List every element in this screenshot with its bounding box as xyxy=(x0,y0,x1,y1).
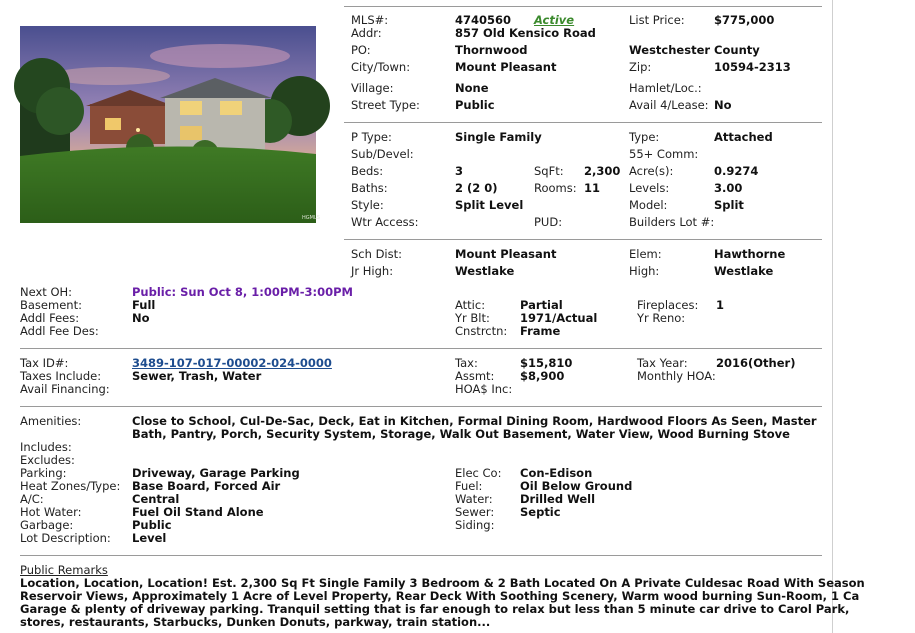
wtr-access-label: Wtr Access: xyxy=(351,215,419,229)
tax-label: Tax: xyxy=(455,356,478,370)
mls-label: MLS#: xyxy=(351,13,389,27)
property-photo[interactable] xyxy=(20,26,320,223)
ptype-value: Single Family xyxy=(455,130,542,144)
amenities-label: Amenities: xyxy=(20,414,82,428)
rooms-value: 11 xyxy=(584,181,601,195)
divider-top xyxy=(344,6,822,7)
addl-fee-des-label: Addl Fee Des: xyxy=(20,324,99,338)
elec-co-value: Con-Edison xyxy=(520,466,593,480)
divider-tax xyxy=(20,406,822,407)
zip-label: Zip: xyxy=(629,60,652,74)
attic-label: Attic: xyxy=(455,298,486,312)
levels-value: 3.00 xyxy=(714,181,743,195)
addl-fees-label: Addl Fees: xyxy=(20,311,80,325)
basement-value: Full xyxy=(132,298,156,312)
jr-high-value: Westlake xyxy=(455,264,515,278)
sqft-value: 2,300 xyxy=(584,164,621,178)
high-label: High: xyxy=(629,264,660,278)
cnstrctn-label: Cnstrctn: xyxy=(455,324,508,338)
beds-value: 3 xyxy=(455,164,464,178)
parking-value: Driveway, Garage Parking xyxy=(132,466,300,480)
sch-dist-value: Mount Pleasant xyxy=(455,247,557,261)
cnstrctn-value: Frame xyxy=(520,324,561,338)
tax-value: $15,810 xyxy=(520,356,573,370)
list-price-label: List Price: xyxy=(629,13,685,27)
levels-label: Levels: xyxy=(629,181,670,195)
assmt-value: $8,900 xyxy=(520,369,565,383)
remarks-line: Location, Location, Location! Est. 2,300 Sq Ft Single Family 3 Bedroom & 2 Bath Located On A Private Culdesac Road With Season xyxy=(20,576,865,590)
ac-value: Central xyxy=(132,492,180,506)
village-label: Village: xyxy=(351,81,394,95)
remarks-line: Reservoir Views, Approximately 1 Acre of Level Property, Rear Deck With Soothing Scenery, Warm wood burning Sun-Room, 1 Ca xyxy=(20,589,860,603)
monthly-hoa-label: Monthly HOA: xyxy=(637,369,716,383)
elec-co-label: Elec Co: xyxy=(455,466,502,480)
acres-value: 0.9274 xyxy=(714,164,759,178)
tax-id-label: Tax ID#: xyxy=(20,356,69,370)
baths-label: Baths: xyxy=(351,181,388,195)
siding-label: Siding: xyxy=(455,518,495,532)
yr-blt-value: 1971/Actual xyxy=(520,311,598,325)
street-type-value: Public xyxy=(455,98,495,112)
fireplaces-label: Fireplaces: xyxy=(637,298,699,312)
style-label: Style: xyxy=(351,198,384,212)
village-value: None xyxy=(455,81,489,95)
taxes-include-value: Sewer, Trash, Water xyxy=(132,369,262,383)
comm55-label: 55+ Comm: xyxy=(629,147,699,161)
county-value: Westchester County xyxy=(629,43,760,57)
high-value: Westlake xyxy=(714,264,774,278)
divider-features xyxy=(20,555,822,556)
elem-value: Hawthorne xyxy=(714,247,786,261)
tax-year-label: Tax Year: xyxy=(637,356,688,370)
hot-water-value: Fuel Oil Stand Alone xyxy=(132,505,264,519)
addr-label: Addr: xyxy=(351,26,382,40)
jr-high-label: Jr High: xyxy=(351,264,394,278)
rooms-label: Rooms: xyxy=(534,181,577,195)
lot-desc-label: Lot Description: xyxy=(20,531,111,545)
basement-label: Basement: xyxy=(20,298,82,312)
page-border-right xyxy=(832,0,833,633)
avail-financing-label: Avail Financing: xyxy=(20,382,110,396)
garbage-value: Public xyxy=(132,518,172,532)
city-value: Mount Pleasant xyxy=(455,60,557,74)
sch-dist-label: Sch Dist: xyxy=(351,247,402,261)
water-label: Water: xyxy=(455,492,493,506)
heat-label: Heat Zones/Type: xyxy=(20,479,121,493)
attic-value: Partial xyxy=(520,298,563,312)
tax-year-value: 2016(Other) xyxy=(716,356,796,370)
avail-lease-value: No xyxy=(714,98,732,112)
tax-id-link[interactable]: 3489-107-017-00002-024-0000 xyxy=(132,356,332,370)
street-type-label: Street Type: xyxy=(351,98,420,112)
hot-water-label: Hot Water: xyxy=(20,505,82,519)
heat-value: Base Board, Forced Air xyxy=(132,479,281,493)
elem-label: Elem: xyxy=(629,247,662,261)
next-oh-label: Next OH: xyxy=(20,285,73,299)
amenities-value: Close to School, Cul-De-Sac, Deck, Eat in Kitchen, Formal Dining Room, Hardwood Floors As Seen, Master Bath, Pantry, Porch, Security System, Storage, Walk Out Basement, Water View, Wood Burning Stove xyxy=(132,414,817,441)
type-label: Type: xyxy=(629,130,660,144)
fireplaces-value: 1 xyxy=(716,298,725,312)
model-label: Model: xyxy=(629,198,668,212)
baths-value: 2 (2 0) xyxy=(455,181,498,195)
model-value: Split xyxy=(714,198,744,212)
subdevel-label: Sub/Devel: xyxy=(351,147,414,161)
addl-fees-value: No xyxy=(132,311,150,325)
hoa-inc-label: HOA$ Inc: xyxy=(455,382,513,396)
city-label: City/Town: xyxy=(351,60,411,74)
builders-lot-label: Builders Lot #: xyxy=(629,215,715,229)
excludes-label: Excludes: xyxy=(20,453,75,467)
po-label: PO: xyxy=(351,43,371,57)
remarks-line: stores, restaurants, Starbucks, Dunken Donuts, parkway, train station... xyxy=(20,615,491,629)
svg-text:HGMLS: HGMLS xyxy=(302,215,320,221)
divider-details xyxy=(20,348,822,349)
yr-blt-label: Yr Blt: xyxy=(455,311,490,325)
addr-value: 857 Old Kensico Road xyxy=(455,26,596,40)
status-badge[interactable]: Active xyxy=(534,13,575,27)
avail-lease-label: Avail 4/Lease: xyxy=(629,98,709,112)
zip-value: 10594-2313 xyxy=(714,60,791,74)
includes-label: Includes: xyxy=(20,440,72,454)
ac-label: A/C: xyxy=(20,492,44,506)
house-photo-icon xyxy=(20,26,320,223)
next-oh-value: Public: Sun Oct 8, 1:00PM-3:00PM xyxy=(132,285,354,299)
fuel-label: Fuel: xyxy=(455,479,483,493)
fuel-value: Oil Below Ground xyxy=(520,479,633,493)
style-value: Split Level xyxy=(455,198,524,212)
type-value: Attached xyxy=(714,130,773,144)
mls-value: 4740560 xyxy=(455,13,512,27)
water-value: Drilled Well xyxy=(520,492,596,506)
public-remarks-heading: Public Remarks xyxy=(20,563,108,577)
hamlet-label: Hamlet/Loc.: xyxy=(629,81,702,95)
sewer-value: Septic xyxy=(520,505,561,519)
taxes-include-label: Taxes Include: xyxy=(20,369,102,383)
list-price-value: $775,000 xyxy=(714,13,775,27)
beds-label: Beds: xyxy=(351,164,384,178)
pud-label: PUD: xyxy=(534,215,563,229)
garbage-label: Garbage: xyxy=(20,518,74,532)
yr-reno-label: Yr Reno: xyxy=(637,311,686,325)
acres-label: Acre(s): xyxy=(629,164,674,178)
assmt-label: Assmt: xyxy=(455,369,495,383)
ptype-label: P Type: xyxy=(351,130,392,144)
parking-label: Parking: xyxy=(20,466,67,480)
divider-property xyxy=(344,239,822,240)
sqft-label: SqFt: xyxy=(534,164,564,178)
sewer-label: Sewer: xyxy=(455,505,495,519)
remarks-line: Garage & plenty of driveway parking. Tranquil setting that is far enough to relax but less than 5 minute car drive to Carol Park, xyxy=(20,602,850,616)
lot-desc-value: Level xyxy=(132,531,167,545)
divider-summary xyxy=(344,122,822,123)
po-value: Thornwood xyxy=(455,43,528,57)
